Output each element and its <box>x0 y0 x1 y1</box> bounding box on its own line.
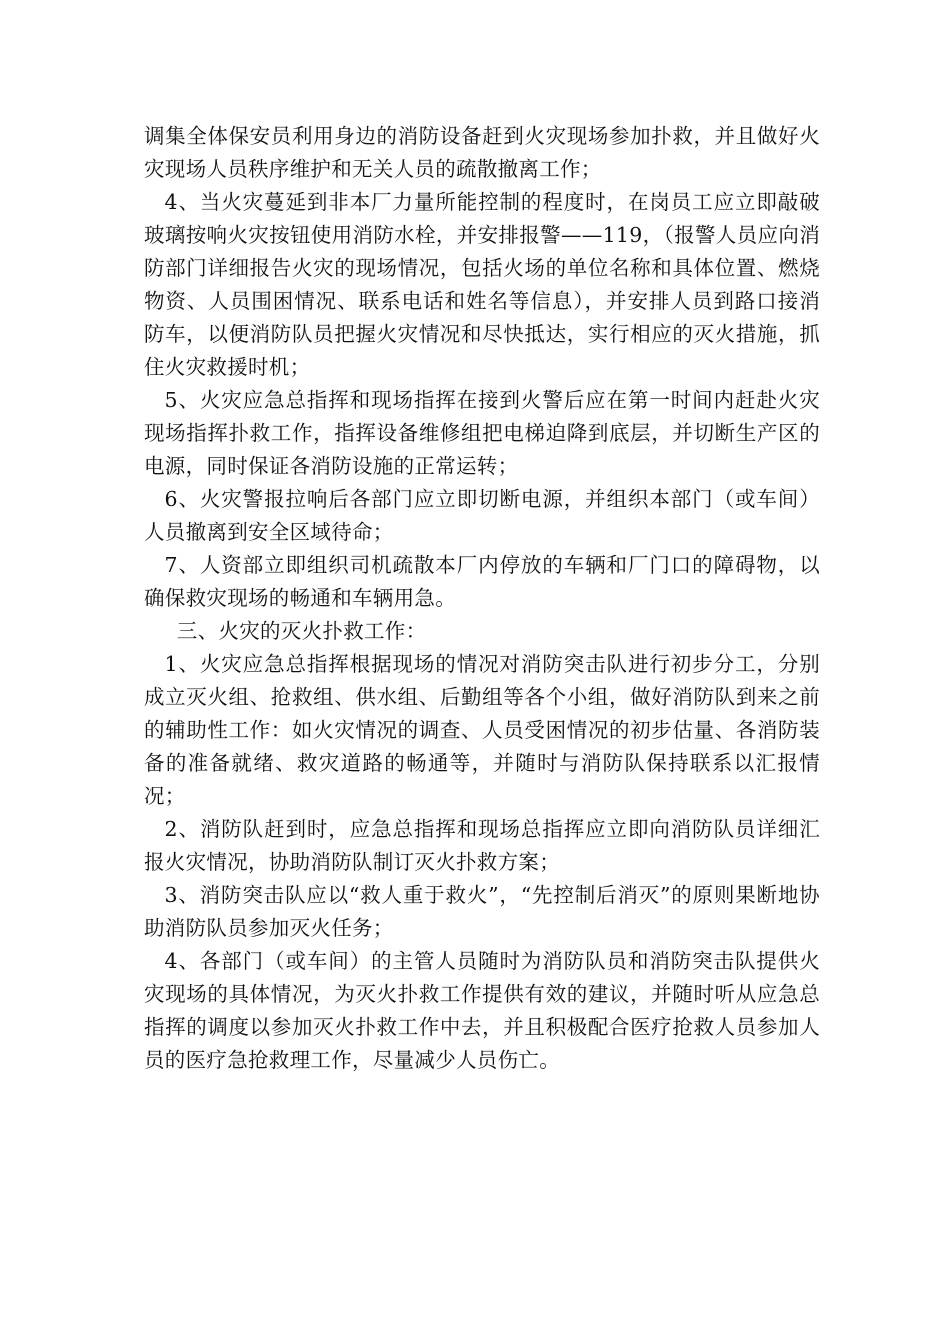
paragraph-item-6: 6、火灾警报拉响后各部门应立即切断电源，并组织本部门（或车间）人员撤离到安全区域待命； <box>144 487 820 544</box>
paragraph-item-4b: 4、各部门（或车间）的主管人员随时为消防队员和消防突击队提供火灾现场的具体情况，为灭火扑救工作提供有效的建议，并随时听从应急总指挥的调度以参加灭火扑救工作中去，并且积极配合医疗抢救人员参加人员的医疗急抢救理工作，尽量减少人员伤亡。 <box>144 949 820 1072</box>
document-body <box>144 120 820 1077</box>
paragraph-item-2: 2、消防队赶到时，应急总指挥和现场总指挥应立即向消防队员详细汇报火灾情况，协助消防队制订灭火扑救方案； <box>144 817 820 874</box>
section-heading-3: 三、火灾的灭火扑救工作： <box>176 619 427 643</box>
paragraph-item-4: 4、当火灾蔓延到非本厂力量所能控制的程度时，在岗员工应立即敲破玻璃按响火灾按钮使用消防水栓，并安排报警——119，（报警人员应向消防部门详细报告火灾的现场情况，包括火场的单位名称和具体位置、燃烧物资、人员围困情况、联系电话和姓名等信息），并安排人员到路口接消防车，以便消防队员把握火灾情况和尽快抵达，实行相应的灭火措施，抓住火灾救援时机； <box>144 190 820 379</box>
paragraph-continuation: 调集全体保安员利用身边的消防设备赶到火灾现场参加扑救，并且做好火灾现场人员秩序维护和无关人员的疏散撤离工作； <box>144 124 820 181</box>
paragraph-item-3: 3、消防突击队应以“救人重于救火”，“先控制后消灭”的原则果断地协助消防队员参加灭火任务； <box>144 883 820 940</box>
paragraph-item-5: 5、火灾应急总指挥和现场指挥在接到火警后应在第一时间内赶赴火灾现场指挥扑救工作，指挥设备维修组把电梯迫降到底层，并切断生产区的电源，同时保证各消防设施的正常运转； <box>144 388 820 478</box>
paragraph-item-1: 1、火灾应急总指挥根据现场的情况对消防突击队进行初步分工，分别成立灭火组、抢救组、供水组、后勤组等各个小组，做好消防队到来之前的辅助性工作：如火灾情况的调查、人员受困情况的初步估量、各消防装备的准备就绪、救灾道路的畅通等，并随时与消防队保持联系以汇报情况； <box>144 652 820 808</box>
paragraph-item-7: 7、人资部立即组织司机疏散本厂内停放的车辆和厂门口的障碍物，以确保救灾现场的畅通和车辆用急。 <box>144 553 820 610</box>
